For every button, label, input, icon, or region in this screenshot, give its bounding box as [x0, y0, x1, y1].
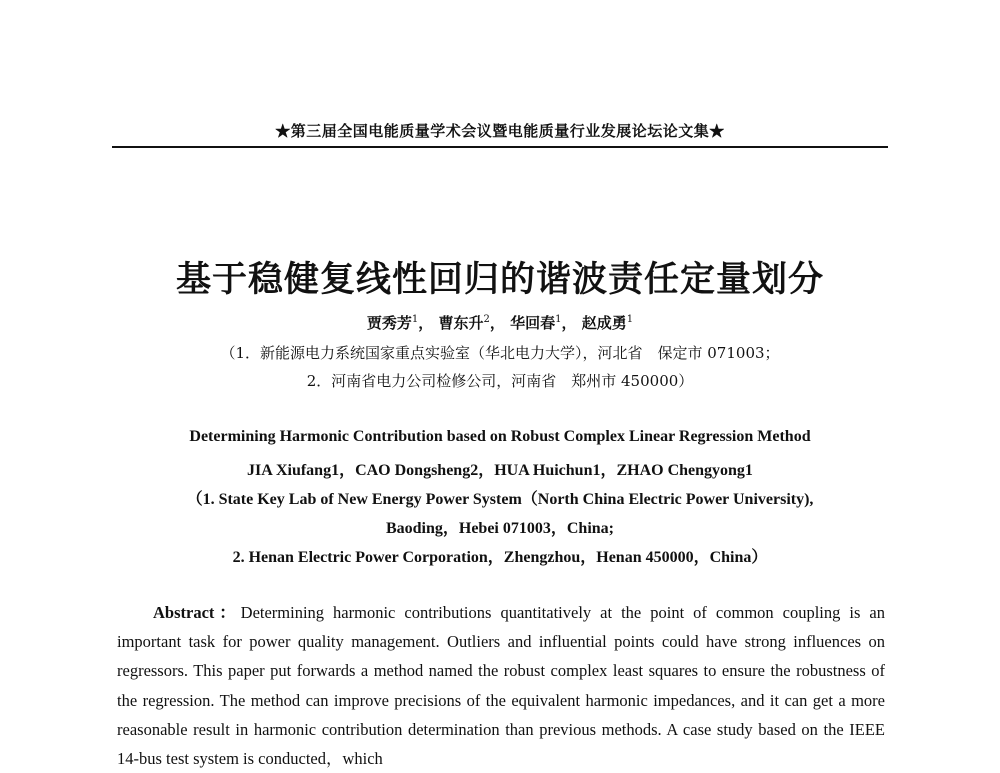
- authors-cn: 贾秀芳$^1$， 曹东升$^2$， 华回春$^1$， 赵成勇$^1$: [366, 314, 634, 332]
- author-name: 贾秀芳: [366, 314, 412, 332]
- author-name: 赵成勇: [581, 314, 627, 332]
- author-name: 曹东升: [438, 314, 484, 332]
- header-rule: [112, 146, 888, 148]
- paper-title-cn: 基于稳健复线性回归的谐波责任定量划分: [175, 260, 824, 300]
- affiliation-cn-line1: （1．新能源电力系统国家重点实验室（华北电力大学），河北省 保定市 071003；: [220, 344, 780, 362]
- proceedings-header: ★第三届全国电能质量学术会议暨电能质量行业发展论坛论文集★: [275, 122, 725, 140]
- paper-title-en: Determining Harmonic Contribution based on Robust Complex Linear Regression Method: [189, 428, 811, 445]
- affiliation-en-line1: （1. State Key Lab of New Energy Power System（North China Electric Power University),: [186, 491, 814, 508]
- author-aff-mark: 1: [626, 314, 634, 325]
- abstract-text: Determining harmonic contributions quantitatively at the point of common coupling is an important task for power quality management. Outliers and influential points could have strong influences on regressors. This paper put forwards a method named the robust complex least squares to ensure the robustness of the regression. The method can improve precisions of the equivalent harmonic impedances, and it can get a more reasonable result in harmonic contribution determination than previous methods. A case study based on the IEEE 14-bus test system is conducted，which: [117, 603, 885, 769]
- affiliation-en-line3: 2. Henan Electric Power Corporation，Zhengzhou，Henan 450000，China）: [232, 549, 768, 566]
- abstract-label: Abstract：: [153, 603, 241, 622]
- author-aff-mark: 2: [483, 314, 490, 325]
- affiliation-cn-line2: 2．河南省电力公司检修公司，河南省 郑州市 450000）: [306, 372, 694, 390]
- author-aff-mark: 1: [411, 314, 419, 325]
- author-aff-mark: 1: [555, 314, 562, 325]
- abstract: [117, 598, 885, 773]
- author-name: 华回春: [510, 314, 556, 332]
- authors-en: JIA Xiufang1，CAO Dongsheng2，HUA Huichun1，ZHAO Chengyong1: [247, 462, 753, 479]
- affiliation-en-line2: Baoding，Hebei 071003，China;: [385, 520, 615, 537]
